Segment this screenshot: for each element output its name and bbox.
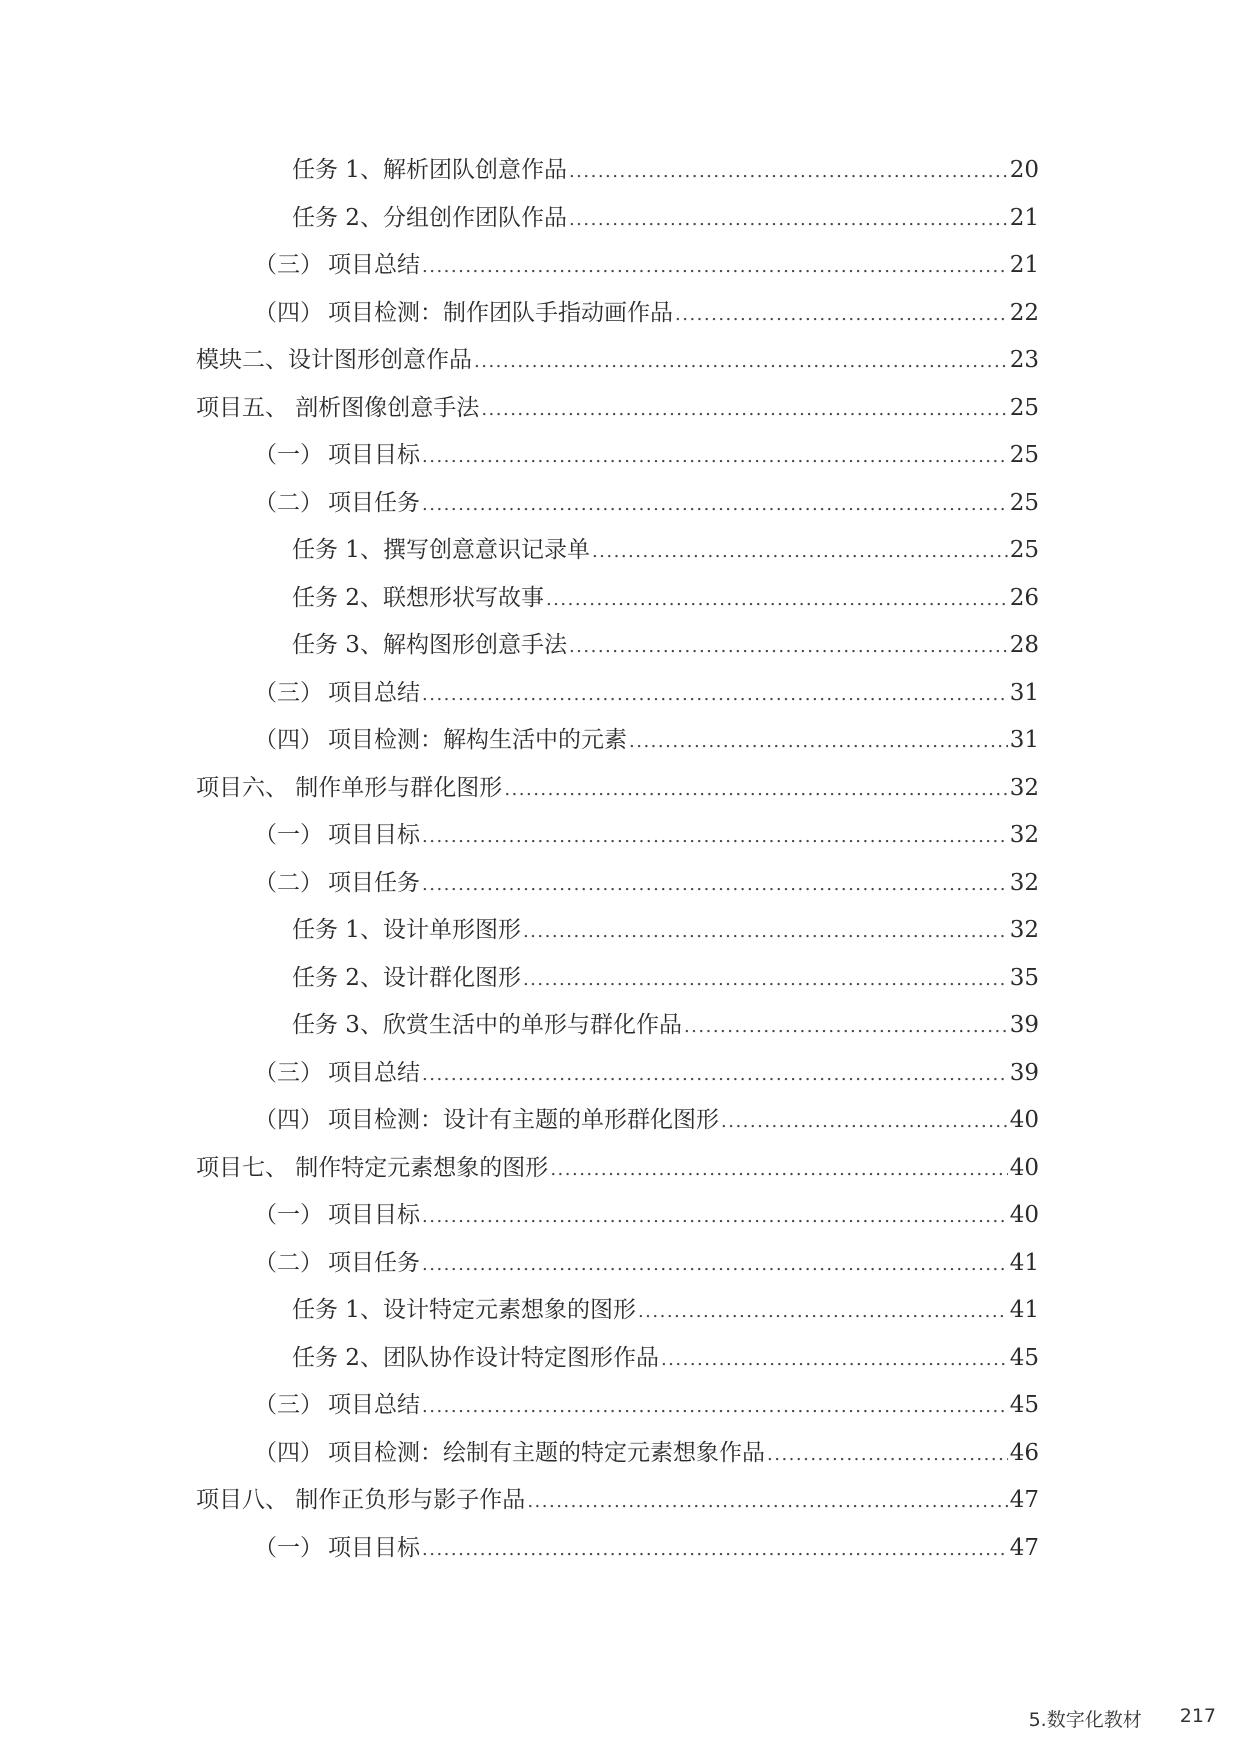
toc-entry-page-number: 40: [1009, 1202, 1039, 1228]
toc-entry-marker: （四）: [254, 727, 323, 753]
toc-entry-page-number: 25: [1009, 394, 1039, 421]
toc-entry-page-number: 31: [1009, 727, 1039, 753]
toc-entry-label: 项目目标: [328, 1534, 420, 1561]
toc-dot-leader: [422, 483, 1008, 527]
toc-entry[interactable]: [196, 1478, 1039, 1522]
toc-entry-label: 项目七、 制作特定元素想象的图形: [196, 1154, 549, 1181]
toc-entry-marker: （四）: [254, 1439, 323, 1466]
toc-entry-label: 项目目标: [328, 442, 420, 468]
toc-entry-label: 任务 1、设计特定元素想象的图形: [292, 1297, 636, 1323]
toc-entry-page-number: 45: [1009, 1344, 1039, 1371]
toc-entry[interactable]: [254, 1241, 1039, 1285]
toc-entry-page-number: 41: [1009, 1297, 1039, 1323]
toc-entry-page-number: 40: [1009, 1107, 1039, 1133]
toc-entry-label: 任务 2、设计群化图形: [292, 964, 521, 991]
toc-entry-label: 项目检测：绘制有主题的特定元素想象作品: [328, 1439, 765, 1466]
toc-dot-leader: [422, 1053, 1008, 1097]
toc-entry[interactable]: [292, 1003, 1039, 1047]
toc-dot-leader: [550, 1148, 1007, 1192]
toc-entry-page-number: 20: [1009, 157, 1039, 183]
toc-entry[interactable]: [196, 1146, 1039, 1190]
toc-entry-page-number: 25: [1009, 537, 1039, 563]
toc-entry[interactable]: [254, 291, 1039, 335]
toc-dot-leader: [569, 150, 1008, 194]
toc-entry[interactable]: [292, 148, 1039, 192]
toc-dot-leader: [422, 863, 1008, 907]
toc-entry-label: 项目总结: [328, 1392, 420, 1418]
toc-entry-label: 项目检测：设计有主题的单形群化图形: [328, 1107, 719, 1133]
toc-entry-label: 项目检测：制作团队手指动画作品: [328, 299, 673, 326]
toc-entry-page-number: 25: [1009, 489, 1039, 516]
toc-entry-marker: （三）: [254, 252, 323, 278]
toc-entry[interactable]: [196, 338, 1039, 382]
toc-entry-page-number: 39: [1009, 1012, 1039, 1038]
toc-entry[interactable]: [292, 528, 1039, 572]
toc-entry-marker: （二）: [254, 1249, 323, 1276]
toc-entry-page-number: 22: [1009, 299, 1039, 326]
toc-entry-label: 任务 2、分组创作团队作品: [292, 204, 567, 231]
toc-entry-marker: （一）: [254, 1534, 323, 1561]
toc-entry[interactable]: [292, 1288, 1039, 1332]
toc-entry-label: 项目六、 制作单形与群化图形: [196, 774, 503, 801]
toc-entry-marker: （一）: [254, 822, 323, 848]
toc-entry-marker: （二）: [254, 489, 323, 516]
footer-section-title: 5.数字化教材: [1028, 1709, 1142, 1731]
toc-entry[interactable]: [292, 576, 1039, 620]
toc-dot-leader: [474, 340, 1008, 384]
toc-entry-page-number: 21: [1009, 204, 1039, 231]
toc-dot-leader: [422, 245, 1008, 289]
toc-entry[interactable]: [196, 766, 1039, 810]
toc-dot-leader: [767, 1433, 1008, 1477]
toc-entry-label: 项目任务: [328, 489, 420, 516]
toc-entry-label: 模块二、设计图形创意作品: [196, 347, 472, 373]
toc-dot-leader: [422, 815, 1008, 859]
toc-entry-marker: （四）: [254, 299, 323, 326]
toc-entry-label: 任务 1、撰写创意意识记录单: [292, 537, 590, 563]
toc-entry-label: 任务 2、联想形状写故事: [292, 584, 544, 611]
toc-entry-label: 任务 3、解构图形创意手法: [292, 632, 567, 658]
toc-entry-marker: （三）: [254, 1059, 323, 1086]
toc-entry-label: 项目五、 剖析图像创意手法: [196, 394, 480, 421]
toc-dot-leader: [523, 910, 1008, 954]
toc-dot-leader: [422, 673, 1008, 717]
toc-dot-leader: [629, 720, 1008, 764]
toc-dot-leader: [422, 1243, 1008, 1287]
toc-entry-marker: （一）: [254, 442, 323, 468]
toc-dot-leader: [422, 1195, 1008, 1239]
toc-entry-marker: （四）: [254, 1107, 323, 1133]
toc-entry[interactable]: [254, 243, 1039, 287]
toc-dot-leader: [481, 388, 1007, 432]
toc-entry-label: 任务 3、欣赏生活中的单形与群化作品: [292, 1012, 682, 1038]
toc-entry-label: 项目任务: [328, 1249, 420, 1276]
toc-entry[interactable]: [254, 481, 1039, 525]
toc-entry-page-number: 39: [1009, 1059, 1039, 1086]
toc-entry-page-number: 25: [1009, 442, 1039, 468]
toc-entry-marker: （三）: [254, 679, 323, 706]
toc-entry[interactable]: [292, 908, 1039, 952]
toc-entry-page-number: 28: [1009, 632, 1039, 658]
toc-entry-label: 任务 2、团队协作设计特定图形作品: [292, 1344, 659, 1371]
toc-entry-page-number: 32: [1009, 917, 1039, 943]
toc-dot-leader: [422, 435, 1008, 479]
toc-entry-label: 项目检测：解构生活中的元素: [328, 727, 627, 753]
toc-dot-leader: [721, 1100, 1008, 1144]
toc-entry[interactable]: [254, 1431, 1039, 1475]
toc-entry-page-number: 32: [1009, 822, 1039, 848]
page-footer: [1029, 1705, 1216, 1732]
toc-dot-leader: [638, 1290, 1008, 1334]
toc-entry-label: 项目目标: [328, 1202, 420, 1228]
toc-entry-page-number: 21: [1009, 252, 1039, 278]
toc-dot-leader: [569, 198, 1008, 242]
toc-entry[interactable]: [292, 1336, 1039, 1380]
toc-entry-label: 任务 1、设计单形图形: [292, 917, 521, 943]
toc-entry-page-number: 41: [1009, 1249, 1039, 1276]
toc-entry-label: 任务 1、解析团队创意作品: [292, 157, 567, 183]
toc-dot-leader: [422, 1385, 1008, 1429]
toc-entry-page-number: 40: [1009, 1154, 1039, 1181]
toc-entry-label: 项目总结: [328, 679, 420, 706]
toc-entry-page-number: 31: [1009, 679, 1039, 706]
toc-entry-page-number: 32: [1009, 869, 1039, 896]
toc-dot-leader: [592, 530, 1008, 574]
toc-entry[interactable]: [254, 861, 1039, 905]
toc-entry-label: 项目目标: [328, 822, 420, 848]
toc-entry-page-number: 23: [1009, 347, 1039, 373]
footer-page-number: 217: [1179, 1705, 1216, 1727]
toc-entry[interactable]: [292, 956, 1039, 1000]
toc-entry[interactable]: [254, 1526, 1039, 1570]
toc-entry-page-number: 47: [1009, 1534, 1039, 1561]
toc-dot-leader: [684, 1005, 1008, 1049]
toc-entry[interactable]: [254, 1098, 1039, 1142]
toc-entry[interactable]: [254, 1193, 1039, 1237]
toc-dot-leader: [661, 1338, 1008, 1382]
toc-entry[interactable]: [254, 718, 1039, 762]
toc-entry-page-number: 47: [1009, 1487, 1039, 1513]
toc-entry[interactable]: [254, 1051, 1039, 1095]
toc-entry[interactable]: [196, 386, 1039, 430]
toc-entry[interactable]: [254, 1383, 1039, 1427]
toc-entry-page-number: 45: [1009, 1392, 1039, 1418]
toc-entry-label: 项目八、 制作正负形与影子作品: [196, 1487, 526, 1513]
toc-dot-leader: [422, 1528, 1008, 1572]
toc-entry[interactable]: [292, 196, 1039, 240]
toc-entry[interactable]: [254, 813, 1039, 857]
toc-entry-page-number: 32: [1009, 774, 1039, 801]
toc-entry-marker: （二）: [254, 869, 323, 896]
toc-dot-leader: [675, 293, 1008, 337]
toc-entry-label: 项目任务: [328, 869, 420, 896]
toc-entry-label: 项目总结: [328, 252, 420, 278]
toc-entry-label: 项目总结: [328, 1059, 420, 1086]
toc-dot-leader: [569, 625, 1008, 669]
toc-dot-leader: [523, 958, 1008, 1002]
toc-entry-page-number: 46: [1009, 1439, 1039, 1466]
toc-entry-page-number: 26: [1009, 584, 1039, 611]
toc-dot-leader: [527, 1480, 1007, 1524]
toc-entry[interactable]: [254, 671, 1039, 715]
toc-entry-page-number: 35: [1009, 964, 1039, 991]
toc-entry[interactable]: [292, 623, 1039, 667]
toc-dot-leader: [504, 768, 1007, 812]
toc-dot-leader: [546, 578, 1008, 622]
toc-entry-marker: （三）: [254, 1392, 323, 1418]
toc-entry[interactable]: [254, 433, 1039, 477]
toc-entry-marker: （一）: [254, 1202, 323, 1228]
